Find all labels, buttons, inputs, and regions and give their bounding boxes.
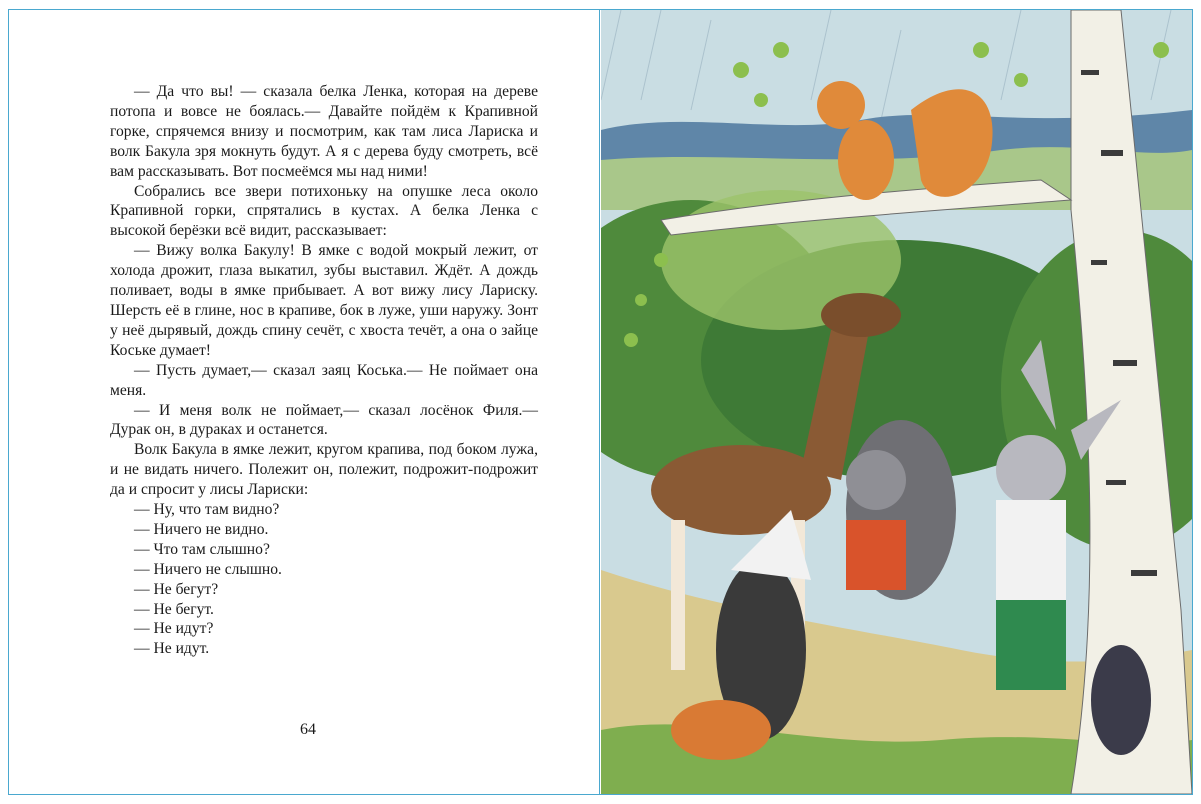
paragraph: — Да что вы! — сказала белка Ленка, которая на дереве потопа и вовсе не боялась.— Давайте пойдём к Крапивной горке, спрячемся внизу и посмотрим, как там лиса Лариска и волк Бакула зря мокнуть будут. А я с дерева буду смотреть, всё вам рассказывать. Вот посмеёмся мы над ними! xyxy=(110,83,538,180)
hedgehog-shirt xyxy=(846,520,906,590)
dialogue-line: — Не идут? xyxy=(134,620,214,638)
paragraph: — Вижу волка Бакулу! В ямке с водой мокрый лежит, от холода дрожит, глаза выкатил, зубы выставил. Ждёт. А дождь поливает, воды в ямке прибывает. А вот вижу лису Лариску. Шерсть её в глине, нос в крапиве, бок в луже, уши наружу. Зонт у неё дырявый, дождь спину сечёт, с хвоста течёт, а она о зайце Коське думает! xyxy=(110,242,538,359)
text-page xyxy=(110,82,538,659)
paragraph: — И меня волк не поймает,— сказал лосёнок Филя.— Дурак он, в дураках и останется. xyxy=(110,401,538,439)
mole-figure xyxy=(1091,645,1151,755)
hedgehog-figure xyxy=(846,420,956,600)
hare-pants xyxy=(996,600,1066,690)
page-number: 64 xyxy=(300,721,316,738)
illustration-canvas xyxy=(601,10,1192,794)
mole-body xyxy=(1091,645,1151,755)
hedgehog-face xyxy=(846,450,906,510)
squirrel-head xyxy=(817,81,865,129)
dialogue-line: — Не бегут. xyxy=(134,600,214,618)
moose-leg xyxy=(671,520,685,670)
dialogue-line: — Ничего не слышно. xyxy=(134,560,282,578)
dialogue-line: — Что там слышно? xyxy=(134,540,270,558)
dialogue-line: — Ничего не видно. xyxy=(134,520,269,538)
moose-head xyxy=(821,293,901,337)
paragraph: Волк Бакула в ямке лежит, кругом крапива, под боком лужа, и не видать ничего. Полежит он, полежит, подрожит-подрожит да и спросит у лисы Лариски: xyxy=(110,441,538,499)
squirrel-body xyxy=(838,120,894,200)
hare-shirt xyxy=(996,500,1066,610)
paragraph: Собрались все звери потихоньку на опушке леса около Крапивной горки, спрятались в кустах. А белка Ленка с высокой берёзки всё видит, рассказывает: xyxy=(110,182,538,240)
page-gutter xyxy=(599,9,600,795)
dialogue-line: — Ну, что там видно? xyxy=(134,501,280,519)
hare-head xyxy=(996,435,1066,505)
badger-tail xyxy=(671,700,771,760)
paragraph: — Пусть думает,— сказал заяц Коська.— Не поймает она меня. xyxy=(110,361,538,399)
dialogue-line: — Не идут. xyxy=(134,640,210,658)
illustration xyxy=(601,10,1192,794)
dialogue-line: — Не бегут? xyxy=(134,580,219,598)
